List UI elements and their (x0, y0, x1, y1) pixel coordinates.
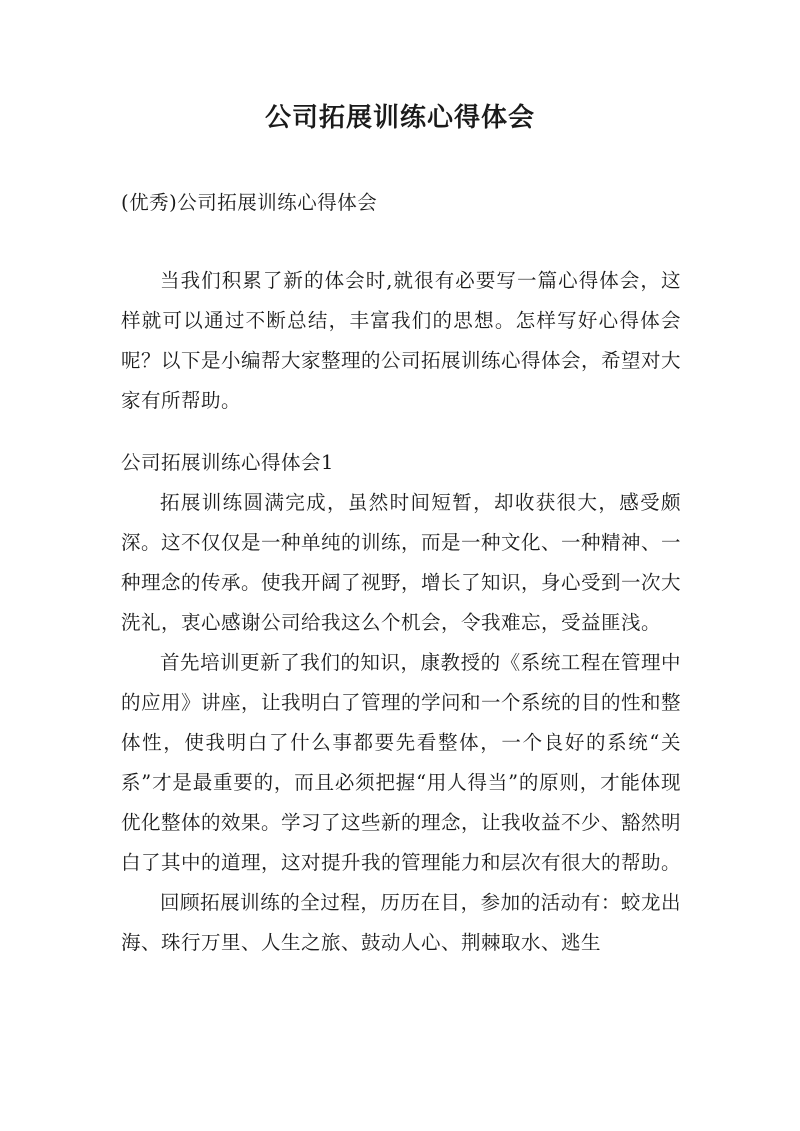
body-paragraph-3: 回顾拓展训练的全过程，历历在目，参加的活动有：蛟龙出海、珠行万里、人生之旅、鼓动人心、荆棘取水、逃生 (121, 891, 681, 954)
document-subtitle: (优秀)公司拓展训练心得体会 (121, 191, 378, 214)
document-title: 公司拓展训练心得体会 (264, 103, 535, 133)
document-body (121, 183, 681, 963)
body-paragraph-2: 首先培训更新了我们的知识，康教授的《系统工程在管理中的应用》讲座，让我明白了管理的学问和一个系统的目的性和整体性，使我明白了什么事都要先看整体，一个良好的系统“关系”才是最重要的，而且必须把握“用人得当”的原则，才能体现优化整体的效果。学习了这些新的理念，让我收益不少、豁然明白了其中的道理，这对提升我的管理能力和层次有很大的帮助。 (121, 651, 682, 874)
section-heading: 公司拓展训练心得体会1 (121, 451, 334, 474)
intro-paragraph: 当我们积累了新的体会时,就很有必要写一篇心得体会，这样就可以通过不断总结，丰富我们的思想。怎样写好心得体会呢？以下是小编帮大家整理的公司拓展训练心得体会，希望对大家有所帮助。 (121, 269, 682, 412)
body-paragraph-1: 拓展训练圆满完成，虽然时间短暂，却收获很大，感受颇深。这不仅仅是一种单纯的训练，而是一种文化、一种精神、一种理念的传承。使我开阔了视野，增长了知识，身心受到一次大洗礼，衷心感谢公司给我这么个机会，令我难忘，受益匪浅。 (121, 491, 682, 634)
